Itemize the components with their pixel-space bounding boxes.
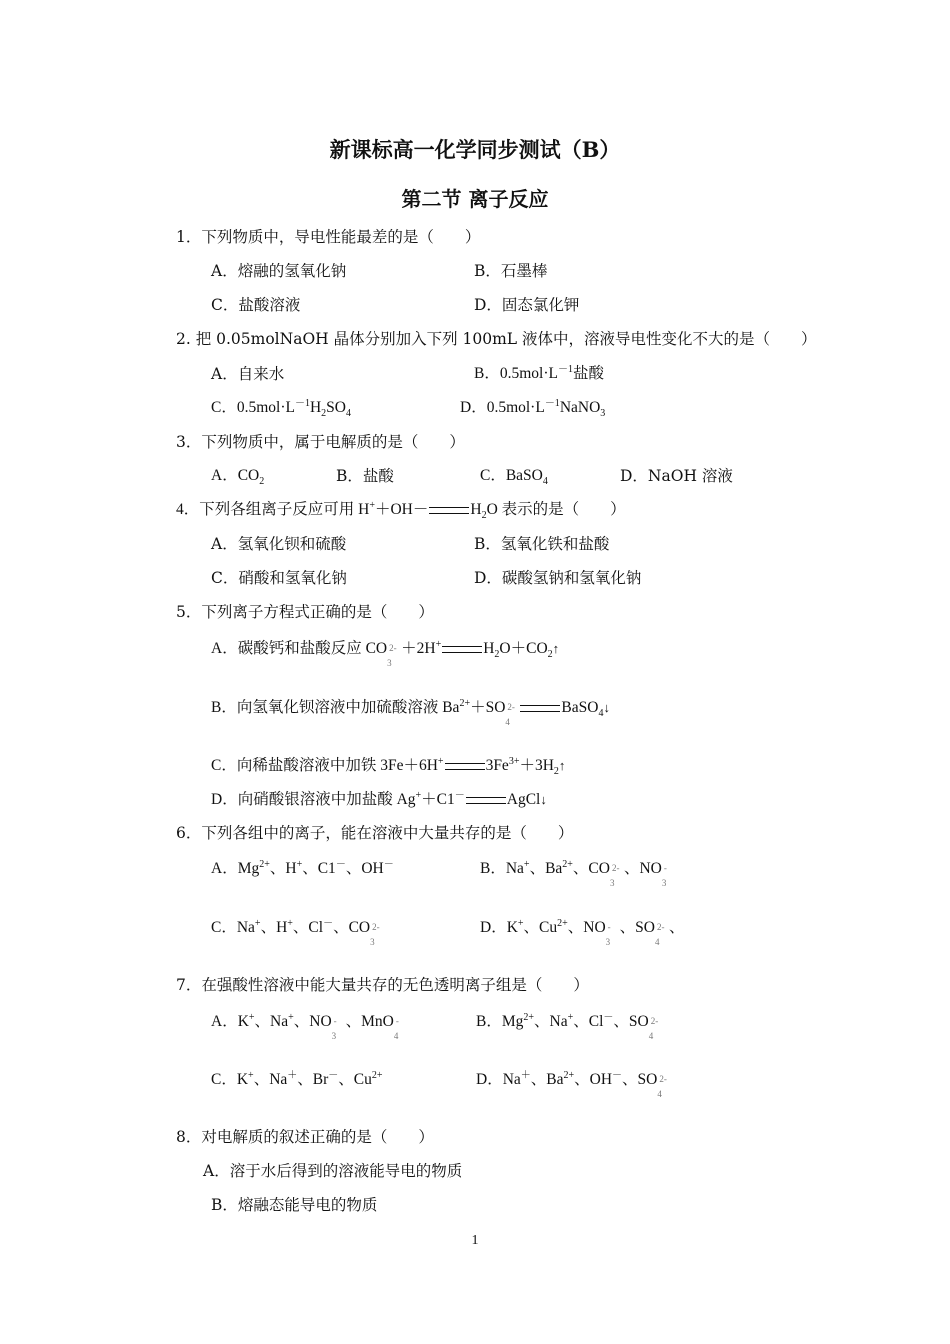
ion-charge <box>331 1012 346 1041</box>
option-text: A．碳酸钙和盐酸反应 CO <box>211 640 388 657</box>
question-4-option-a: A．氢氧化钡和硫酸 <box>211 535 347 553</box>
ion-text: 、Cu <box>523 919 558 936</box>
subscript: 3 <box>605 937 611 947</box>
ion-text: 、MnO <box>345 1013 394 1030</box>
formula-text: ＋C1 <box>421 791 455 808</box>
superscript: + <box>435 639 442 650</box>
question-5-option-b <box>211 698 610 727</box>
option-text: B．向氢氧化钡溶液中加硫酸溶液 Ba <box>211 699 460 716</box>
superscript: 2+ <box>562 859 573 870</box>
subscript: 4 <box>657 1089 662 1099</box>
superscript: + <box>296 859 303 870</box>
ion-charge <box>657 1070 671 1099</box>
option-text: C．BaSO <box>480 467 543 484</box>
subscript: 2 <box>547 649 553 660</box>
page-number: 1 <box>471 1233 479 1248</box>
formula-text: H <box>470 501 482 518</box>
formula-text: NaNO <box>559 399 601 416</box>
question-7-option-b <box>476 1012 663 1041</box>
charge: 2- <box>389 643 397 653</box>
superscript: + <box>567 1012 574 1023</box>
ion-text: 、C1 <box>302 860 336 877</box>
superscript: － <box>323 918 334 929</box>
question-4-option-b: B．氢氧化铁和盐酸 <box>474 535 610 553</box>
charge: 2- <box>372 922 380 932</box>
subscript: 4 <box>542 476 548 487</box>
ion-text: 、Na <box>253 1071 288 1088</box>
superscript: + <box>369 500 375 511</box>
document-title: 新课标高一化学同步测试（B） <box>329 137 621 162</box>
question-2-stem: 2. 把 0.05molNaOH 晶体分别加入下列 100mL 液体中，溶液导电性变化不大的是（ ） <box>176 330 817 348</box>
formula-text: O＋CO <box>499 640 548 657</box>
ion-charge <box>370 918 384 947</box>
ion-text: 、OH <box>345 860 384 877</box>
ion-text: 、SO <box>619 919 655 936</box>
superscript: + <box>517 918 524 929</box>
equals-sign <box>445 763 485 770</box>
charge: - <box>607 922 611 932</box>
subscript: 4 <box>654 937 660 947</box>
question-8-stem: 8．对电解质的叙述正确的是（ ） <box>176 1128 434 1146</box>
precipitate-arrow-icon: ↓ <box>603 700 610 715</box>
superscript: + <box>437 756 444 767</box>
question-8-option-b: B．熔融态能导电的物质 <box>211 1196 378 1214</box>
ion-charge <box>654 918 669 947</box>
ion-text: 、Cl <box>573 1013 604 1030</box>
question-5-stem: 5．下列离子方程式正确的是（ ） <box>176 603 434 621</box>
subscript: 2 <box>553 766 559 777</box>
subscript: 2 <box>321 408 327 419</box>
question-3-option-a <box>211 466 264 488</box>
ion-text: C．K <box>211 1071 249 1088</box>
ion-text: 、 <box>668 919 685 936</box>
question-8-option-a: A．溶于水后得到的溶液能导电的物质 <box>203 1162 463 1180</box>
formula-text: ＋SO <box>470 699 506 716</box>
superscript: + <box>288 1012 294 1023</box>
superscript: － <box>454 790 465 801</box>
ion-text: B．Mg <box>476 1013 524 1030</box>
charge: - <box>333 1016 337 1026</box>
question-7-option-a <box>211 1012 408 1041</box>
charge: 2- <box>656 922 665 932</box>
ion-text: 、Cu <box>338 1071 372 1088</box>
subscript: 2 <box>259 476 265 487</box>
ion-charge <box>648 1012 663 1041</box>
ion-charge <box>609 859 624 888</box>
superscript: ＋ <box>287 1070 298 1081</box>
question-3-option-b: B．盐酸 <box>336 467 394 485</box>
question-6-option-b <box>480 859 676 888</box>
question-1-option-d: D．固态氯化钾 <box>474 296 580 314</box>
charge: - <box>663 863 667 873</box>
option-text: C．0.5mol·L <box>211 399 295 416</box>
option-text: B．0.5mol·L <box>474 365 558 382</box>
stem-text: 4．下列各组离子反应可用 H <box>176 501 370 518</box>
ion-text: C．Na <box>211 919 255 936</box>
ion-text: 、NO <box>293 1013 332 1030</box>
question-3-option-d: D．NaOH 溶液 <box>620 467 733 485</box>
option-text: A．CO <box>211 467 260 484</box>
ion-text: 、CO <box>572 860 610 877</box>
ion-text: 、Ba <box>529 860 563 877</box>
superscript: + <box>248 1012 255 1023</box>
question-7-stem: 7．在强酸性溶液中能大量共存的无色透明离子组是（ ） <box>176 976 589 994</box>
question-6-option-d <box>480 918 685 947</box>
equals-sign <box>466 797 506 804</box>
superscript: + <box>248 1070 254 1081</box>
option-text: 盐酸 <box>572 365 604 382</box>
ion-text: 、Na <box>534 1013 568 1030</box>
question-4-option-d: D．碳酸氢钠和氢氧化钠 <box>474 569 642 587</box>
formula-text: BaSO <box>561 699 599 716</box>
question-4-stem <box>176 500 626 522</box>
question-2-option-c <box>211 398 351 420</box>
question-6-option-a <box>211 859 394 881</box>
ion-text: 、H <box>260 919 288 936</box>
charge: 2- <box>659 1074 667 1084</box>
superscript: － <box>335 859 346 870</box>
superscript: + <box>287 918 293 929</box>
ion-charge <box>387 639 401 668</box>
subscript: 3 <box>600 408 606 419</box>
formula-text: SO <box>326 399 346 416</box>
formula-text: ＋3H <box>519 757 554 774</box>
question-1-option-c: C．盐酸溶液 <box>211 296 301 314</box>
ion-text: D．K <box>480 919 518 936</box>
superscript: － <box>603 1012 614 1023</box>
ion-text: D．Na <box>476 1071 521 1088</box>
ion-text: 、Br <box>297 1071 329 1088</box>
option-text: D．0.5mol·L <box>460 399 545 416</box>
question-4-option-c: C．硝酸和氢氧化钠 <box>211 569 347 587</box>
subscript: 4 <box>505 717 510 727</box>
gas-arrow-icon: ↑ <box>558 758 566 773</box>
superscript: ＋ <box>520 1070 531 1081</box>
charge: 2- <box>650 1016 659 1026</box>
superscript: － <box>383 859 394 870</box>
charge: 2- <box>507 702 515 712</box>
subscript: 3 <box>609 878 615 888</box>
subscript: 3 <box>661 878 667 888</box>
question-3-stem: 3．下列物质中，属于电解质的是（ ） <box>176 433 465 451</box>
question-5-option-d <box>211 790 547 812</box>
ion-text: 、SO <box>622 1071 658 1088</box>
gas-arrow-icon: ↑ <box>552 641 560 656</box>
subscript: 4 <box>346 408 351 419</box>
ion-charge <box>505 698 519 727</box>
formula-text: H <box>309 399 322 416</box>
superscript: + <box>415 790 422 801</box>
superscript: － <box>612 1070 623 1081</box>
ion-text: A．Mg <box>211 860 260 877</box>
superscript: －1 <box>544 398 560 409</box>
stem-text: O 表示的是（ ） <box>486 501 626 518</box>
superscript: －1 <box>294 398 310 409</box>
ion-text: 、NO <box>623 860 662 877</box>
ion-charge <box>605 918 620 947</box>
ion-text: 、SO <box>613 1013 649 1030</box>
question-2-option-b <box>474 364 604 386</box>
charge: - <box>395 1016 399 1026</box>
ion-text: 、Cl <box>292 919 324 936</box>
question-7-option-d <box>476 1070 671 1099</box>
stem-text: ＋OH－ <box>374 501 429 518</box>
section-title: 第二节 离子反应 <box>401 187 549 211</box>
question-7-option-c <box>211 1070 383 1092</box>
ion-text: B．Na <box>480 860 524 877</box>
ion-text: 、CO <box>333 919 371 936</box>
equals-sign <box>429 507 469 514</box>
ion-charge <box>393 1012 408 1041</box>
subscript: 4 <box>598 708 604 719</box>
formula-text: AgCl <box>506 791 541 808</box>
superscript: －1 <box>557 364 573 375</box>
superscript: 2+ <box>563 1070 575 1081</box>
question-6-stem: 6．下列各组中的离子，能在溶液中大量共存的是（ ） <box>176 824 574 842</box>
subscript: 4 <box>648 1031 654 1041</box>
question-2-option-d <box>460 398 605 420</box>
subscript: 3 <box>387 658 392 668</box>
question-1-option-b: B．石墨棒 <box>474 262 548 280</box>
superscript: 2+ <box>523 1012 535 1023</box>
ion-text: 、H <box>269 860 297 877</box>
question-1-option-a: A．熔融的氢氧化钠 <box>211 262 347 280</box>
formula-text: 3Fe <box>485 757 509 774</box>
superscript: + <box>523 859 530 870</box>
subscript: 3 <box>370 937 375 947</box>
ion-charge <box>661 859 676 888</box>
subscript: 2 <box>481 510 487 521</box>
precipitate-arrow-icon: ↓ <box>540 792 547 807</box>
superscript: 2+ <box>371 1070 383 1081</box>
superscript: 3+ <box>508 756 520 767</box>
superscript: 2+ <box>557 918 568 929</box>
superscript: + <box>254 918 261 929</box>
question-5-option-c <box>211 756 565 778</box>
equals-sign <box>520 705 560 712</box>
superscript: 2+ <box>259 859 270 870</box>
formula-text: H <box>483 640 495 657</box>
question-6-option-c <box>211 918 384 947</box>
superscript: 2+ <box>459 698 471 709</box>
ion-text: 、NO <box>567 919 606 936</box>
option-text: D．向硝酸银溶液中加盐酸 Ag <box>211 791 416 808</box>
ion-text: 、Na <box>254 1013 289 1030</box>
question-3-option-c <box>480 466 548 488</box>
equals-sign <box>442 646 482 653</box>
superscript: － <box>328 1070 339 1081</box>
question-2-option-a: A．自来水 <box>211 365 285 383</box>
ion-text: 、Ba <box>530 1071 564 1088</box>
option-text: C．向稀盐酸溶液中加铁 3Fe＋6H <box>211 757 438 774</box>
subscript: 4 <box>393 1031 399 1041</box>
question-5-option-a <box>211 639 560 668</box>
ion-text: 、OH <box>574 1071 613 1088</box>
subscript: 3 <box>331 1031 337 1041</box>
question-1-stem: 1．下列物质中，导电性能最差的是（ ） <box>176 228 481 246</box>
ion-text: A．K <box>211 1013 249 1030</box>
formula-text: ＋2H <box>401 640 436 657</box>
charge: 2- <box>611 863 620 873</box>
subscript: 2 <box>494 649 500 660</box>
